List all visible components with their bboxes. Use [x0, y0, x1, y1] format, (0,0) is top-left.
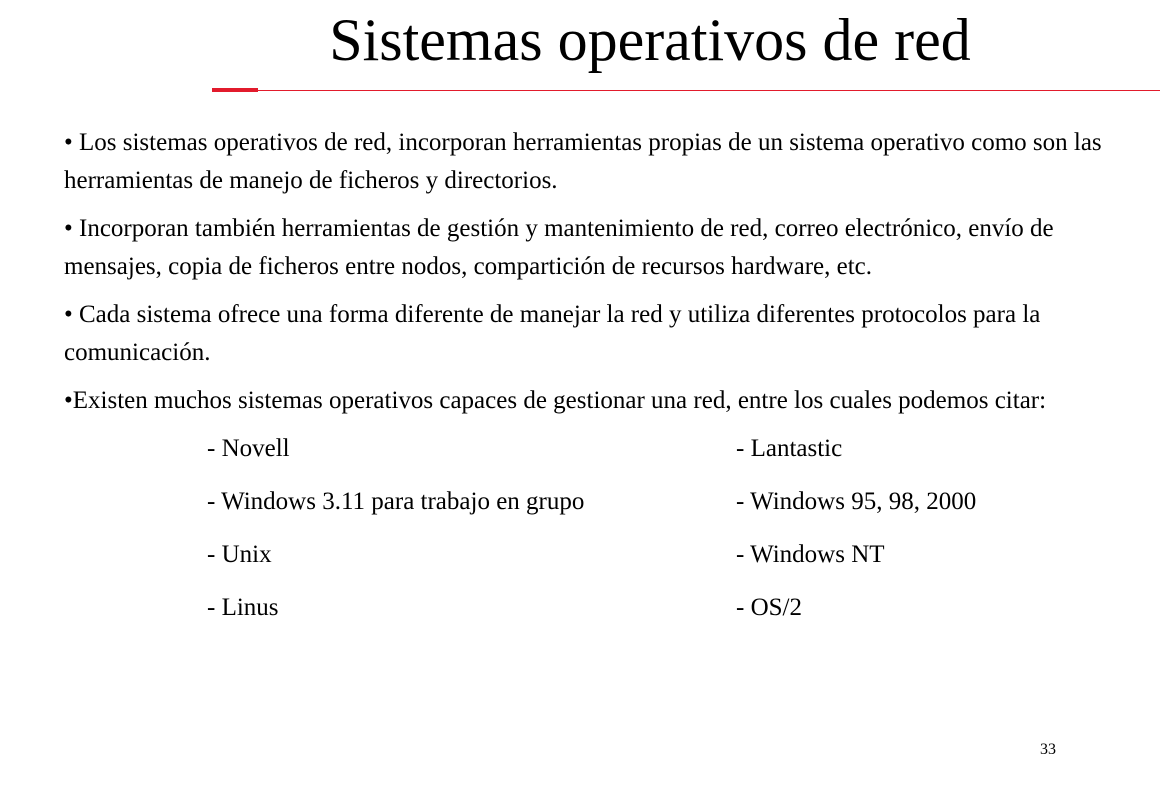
os-list-item: - Windows NT	[736, 541, 885, 568]
os-list-item: - Windows 3.11 para trabajo en grupo	[207, 488, 585, 515]
os-list-item: - Lantastic	[736, 435, 843, 462]
slide-body	[64, 124, 1150, 642]
bullet-paragraph: • Cada sistema ofrece una forma diferente de manejar la red y utiliza diferentes protocolos para la comunicación.	[64, 301, 1041, 366]
bullet-paragraph: •Existen muchos sistemas operativos capaces de gestionar una red, entre los cuales podemos citar:	[64, 387, 1047, 414]
os-list	[64, 430, 1150, 642]
os-list-item: - Unix	[207, 541, 272, 568]
os-list-item: - Windows 95, 98, 2000	[736, 488, 977, 515]
os-list-row	[64, 430, 1150, 483]
page-number: 33	[1040, 741, 1056, 758]
os-list-row	[64, 589, 1150, 642]
bullet-paragraph: • Los sistemas operativos de red, incorporan herramientas propias de un sistema operativo como son las herramientas de manejo de ficheros y directorios.	[64, 129, 1102, 194]
os-list-row	[64, 483, 1150, 536]
title-accent-bar	[212, 88, 258, 92]
bullet-paragraph: • Incorporan también herramientas de gestión y mantenimiento de red, correo electrónico, envío de mensajes, copia de ficheros entre nodos, compartición de recursos hardware, etc.	[64, 215, 1054, 280]
os-list-item: - OS/2	[736, 594, 802, 621]
slide-title: Sistemas operativos de red	[329, 7, 971, 73]
os-list-item: - Novell	[207, 435, 290, 462]
os-list-item: - Linus	[207, 594, 279, 621]
os-list-row	[64, 536, 1150, 589]
title-divider-line	[258, 90, 1160, 91]
